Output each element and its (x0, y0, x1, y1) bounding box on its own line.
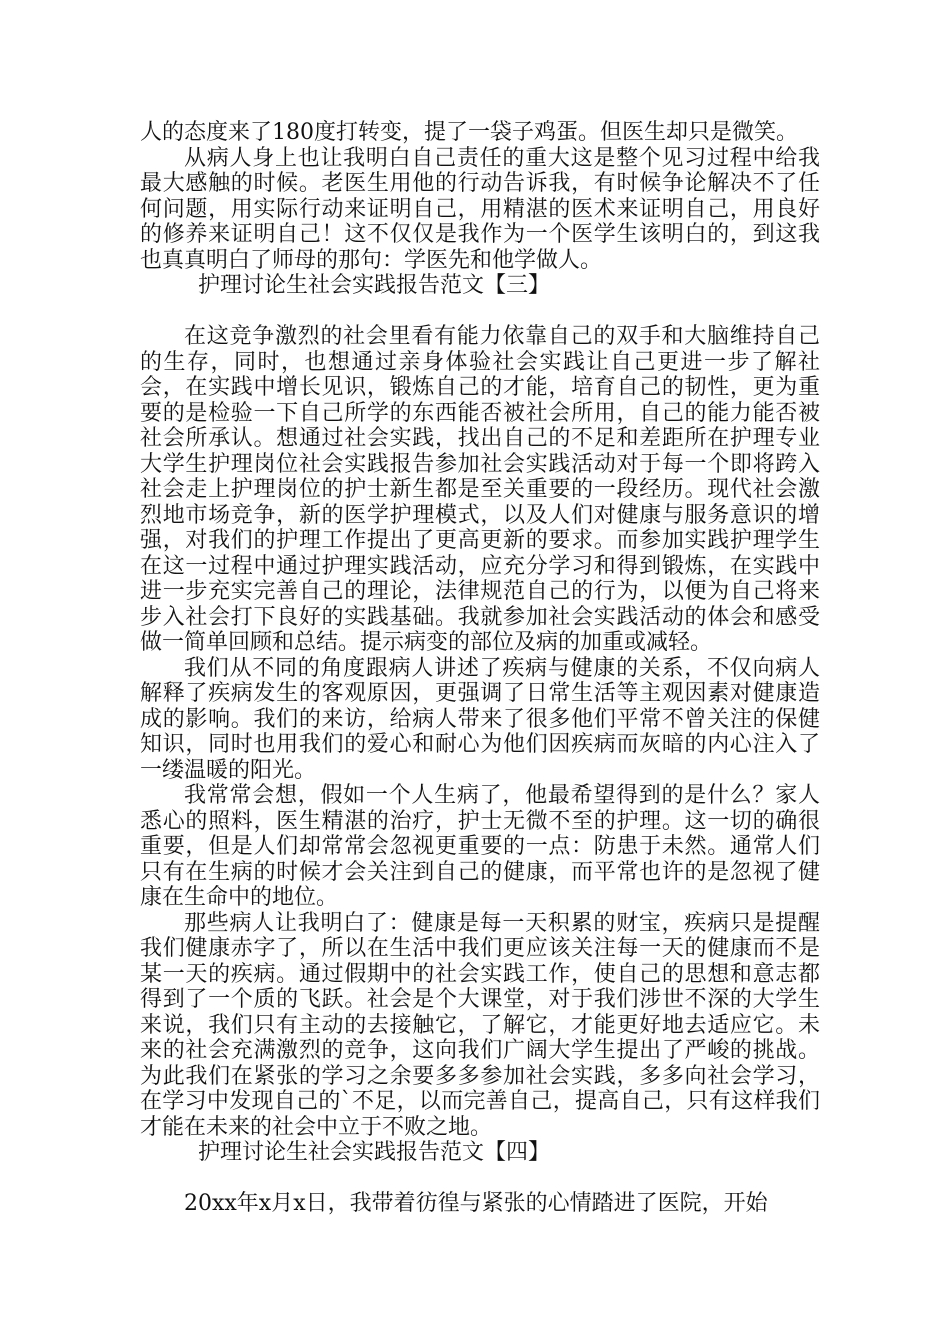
paragraph: 那些病人让我明白了：健康是每一天积累的财宝，疾病只是提醒我们健康赤字了，所以在生活中我们更应该关注每一天的健康而不是某一天的疾病。通过假期中的社会实践工作，使自己的思想和意志都得到了一个质的飞跃。社会是个大课堂，对于我们涉世不深的大学生来说，我们只有主动的去接触它，了解它，才能更好地去适应它。未来的社会充满激烈的竞争，这向我们广阔大学生提出了严峻的挑战。为此我们在紧张的学习之余要多多参加社会实践，多多向社会学习，在学习中发现自己的`不足，以而完善自己，提高自己，只有这样我们才能在未来的社会中立于不败之地。 (140, 910, 820, 1140)
section-heading: 护理讨论生社会实践报告范文【三】 (198, 273, 551, 298)
document-body (140, 120, 820, 1217)
paragraph: 人的态度来了180度打转变，提了一袋子鸡蛋。但医生却只是微笑。 (140, 120, 798, 145)
paragraph: 在这竞争激烈的社会里看有能力依靠自己的双手和大脑维持自己的生存，同时，也想通过亲身体验社会实践让自己更进一步了解社会，在实践中增长见识，锻炼自己的才能，培育自己的韧性，更为重要的是检验一下自己所学的东西能否被社会所用，自己的能力能否被社会所承认。想通过社会实践，找出自己的不足和差距所在护理专业大学生护理岗位社会实践报告参加社会实践活动对于每一个即将跨入社会走上护理岗位的护士新生都是至关重要的一段经历。现代社会激烈地市场竞争，新的医学护理模式，以及人们对健康与服务意识的增强，对我们的护理工作提出了更高更新的要求。而参加实践护理学生在这一过程中通过护理实践活动，应充分学习和得到锻炼，在实践中进一步充实完善自己的理论，法律规范自己的行为，以便为自己将来步入社会打下良好的实践基础。我就参加社会实践活动的体会和感受做一简单回顾和总结。提示病变的部位及病的加重或减轻。 (140, 324, 820, 655)
paragraph: 我常常会想，假如一个人生病了，他最希望得到的是什么？家人悉心的照料，医生精湛的治疗，护士无微不至的护理。这一切的确很重要，但是人们却常常会忽视更重要的一点：防患于未然。通常人们只有在生病的时候才会关注到自己的健康，而平常也许的是忽视了健康在生命中的地位。 (140, 783, 820, 910)
blank-line (140, 1166, 820, 1192)
blank-line (140, 299, 820, 325)
paragraph: 我们从不同的角度跟病人讲述了疾病与健康的关系，不仅向病人解释了疾病发生的客观原因，更强调了日常生活等主观因素对健康造成的影响。我们的来访，给病人带来了很多他们平常不曾关注的保健知识，同时也用我们的爱心和耐心为他们因疾病而灰暗的内心注入了一缕温暖的阳光。 (140, 655, 820, 783)
section-heading: 护理讨论生社会实践报告范文【四】 (198, 1140, 551, 1165)
paragraph: 20xx年x月x日，我带着彷徨与紧张的心情踏进了医院，开始 (184, 1191, 768, 1216)
paragraph: 从病人身上也让我明白自己责任的重大这是整个见习过程中给我最大感触的时候。老医生用他的行动告诉我，有时候争论解决不了任何问题，用实际行动来证明自己，用精湛的医术来证明自己，用良好的修养来证明自己！这不仅仅是我作为一个医学生该明白的，到这我也真真明白了师母的那句：学医先和他学做人。 (140, 145, 820, 273)
